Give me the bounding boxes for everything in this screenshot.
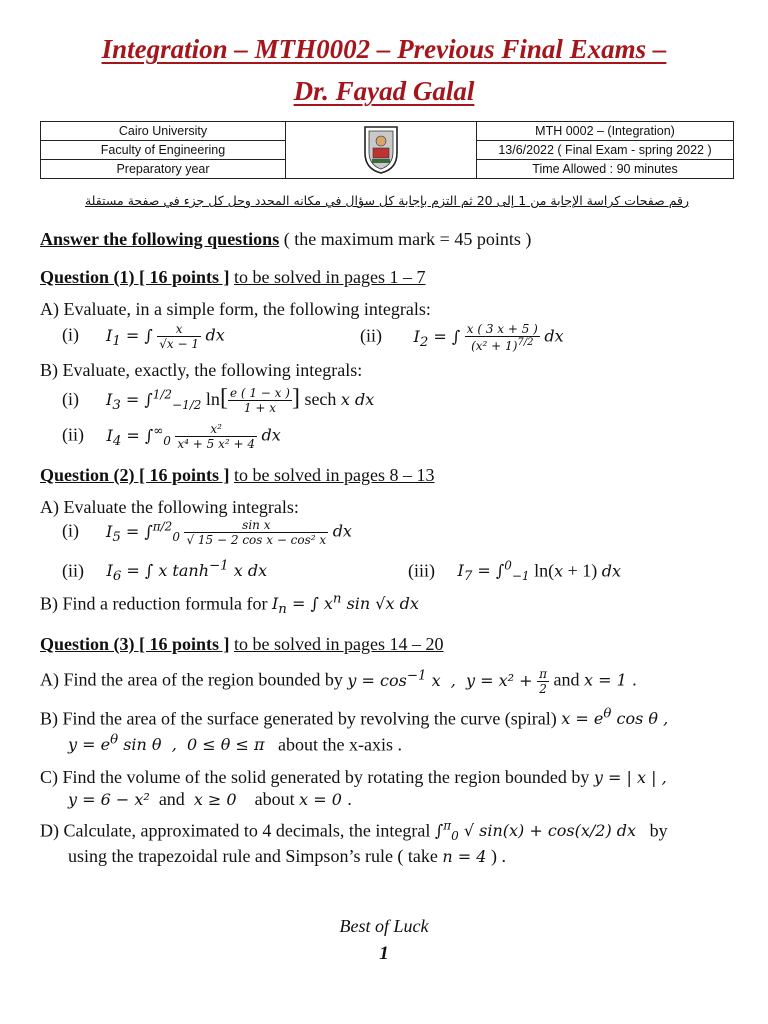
q2-part-b-text: B) Find a reduction formula for [40, 593, 268, 614]
q3-part-d: D) Calculate, approximated to 4 decimals, the integral ∫$^\pi_0$ √ sin(x) + cos(x/2) dx by [40, 819, 668, 844]
question-3-header [40, 634, 740, 655]
closing-text: Best of Luck [339, 916, 429, 936]
university-cell: Cairo University [41, 122, 286, 141]
q1-integral-i4: (ii) $I_4 = \int^\infty_0$ $\frac{\text{x²}}{\text{x⁴ + 5 x² + 4}}$ dx [62, 422, 281, 451]
q2-integral-i7: (iii) $I_7 = \int^0_{-1}$ ln(x + 1) dx [408, 559, 622, 585]
course-cell: MTH 0002 – (Integration) [477, 122, 734, 141]
instructions-line [40, 229, 740, 250]
question-3-title: Question (3) [ 16 points ] [40, 634, 230, 654]
q3-part-c-about: about [254, 789, 295, 809]
q3-part-d-text: D) Calculate, approximated to 4 decimals, the integral [40, 820, 431, 841]
question-2-pages: to be solved in pages 8 – 13 [234, 465, 435, 485]
time-allowed-cell: Time Allowed : 90 minutes [477, 160, 734, 179]
q2-part-a: A) Evaluate the following integrals: [40, 497, 299, 517]
exam-date-cell: 13/6/2022 ( Final Exam - spring 2022 ) [477, 141, 734, 160]
question-3-pages: to be solved in pages 14 – 20 [234, 634, 444, 654]
faculty-cell: Faculty of Engineering [41, 141, 286, 160]
q3-part-d-by: by [649, 820, 668, 841]
q3-part-b-line2: $y = e^\theta$ sin θ , 0 ≤ θ ≤ π about the x-axis . [68, 733, 402, 755]
q3-part-c-text: C) Find the volume of the solid generated by rotating the region bounded by [40, 767, 590, 787]
q3-part-c-line2: y = 6 − x² and x ≥ 0 about x = 0 . [68, 789, 353, 809]
q3-part-b: B) Find the area of the surface generated by revolving the curve (spiral) $x = e^\theta$ cos θ , [40, 707, 669, 729]
question-2-header [40, 465, 740, 486]
arabic-instructions: رقم صفحات كراسة الإجابة من 1 إلى 20 ثم التزم بإجابة كل سؤال في مكانه المحدد وحل كل جزء في صفحة مستقلة [84, 193, 690, 208]
year-cell: Preparatory year [41, 160, 286, 179]
q1-part-b: B) Evaluate, exactly, the following integrals: [40, 360, 363, 380]
q1-integral-i1: (i) $I_1$ = ∫ $\frac{x}{√x - 1}$ dx [62, 322, 225, 351]
document-title: Integration – MTH0002 – Previous Final Exams – [101, 34, 667, 64]
document-author: Dr. Fayad Galal [293, 76, 475, 106]
question-2-title: Question (2) [ 16 points ] [40, 465, 230, 485]
university-logo-icon [361, 123, 401, 175]
q1-part-a: A) Evaluate, in a simple form, the following integrals: [40, 299, 431, 319]
q3-part-c: C) Find the volume of the solid generated by rotating the region bounded by y = | x | , [40, 767, 667, 787]
question-1-header [40, 267, 740, 288]
question-1-pages: to be solved in pages 1 – 7 [234, 267, 426, 287]
q2-integral-i6: (ii) $I_6$ = ∫ x $\tanh^{-1} x$ dx [62, 559, 268, 585]
q2-integral-i5: (i) $I_5 = \int^{\pi/2}_0$ $\frac{\text{sin x}}{\text{√ 15 − 2 cos x − cos² x}}$ dx [62, 518, 352, 547]
q3-part-d-line2: using the trapezoidal rule and Simpson’s rule ( take n = 4 ) . [68, 846, 506, 866]
q3-part-a: A) Find the area of the region bounded by $y = \cos^{-1} x$ , y = x² + $\frac{\pi}{2}$ and x = 1 . [40, 667, 637, 696]
q3-part-b-text: B) Find the area of the surface generated by revolving the curve (spiral) [40, 708, 557, 729]
q3-part-a-text: A) Find the area of the region bounded by [40, 669, 343, 690]
page-number: 1 [379, 943, 389, 964]
q1-integral-i3: (i) $I_3 = \int^{1/2}_{-1/2}$ ln[ $\frac{e ( 1 - x )}{1 + x}$ ] sech x dx [62, 385, 375, 416]
q1-integral-i2: (ii) $I_2$ = ∫ $\frac{x ( 3 x + 5 )}{(x^2 + 1)^{7/2}}$ dx [360, 322, 564, 353]
logo-cell [286, 122, 477, 179]
q3-part-d-method: using the trapezoidal rule and Simpson’s rule ( take [68, 846, 438, 866]
max-mark: ( the maximum mark = 45 points ) [283, 229, 532, 249]
q3-part-b-axis: about the x-axis . [277, 734, 402, 755]
exam-header-table [40, 121, 734, 179]
question-1-title: Question (1) [ 16 points ] [40, 267, 230, 287]
instructions-lead: Answer the following questions [40, 229, 280, 249]
q2-part-b: B) Find a reduction formula for $I_n$ = ∫ $x^n$ sin √x dx [40, 592, 419, 618]
